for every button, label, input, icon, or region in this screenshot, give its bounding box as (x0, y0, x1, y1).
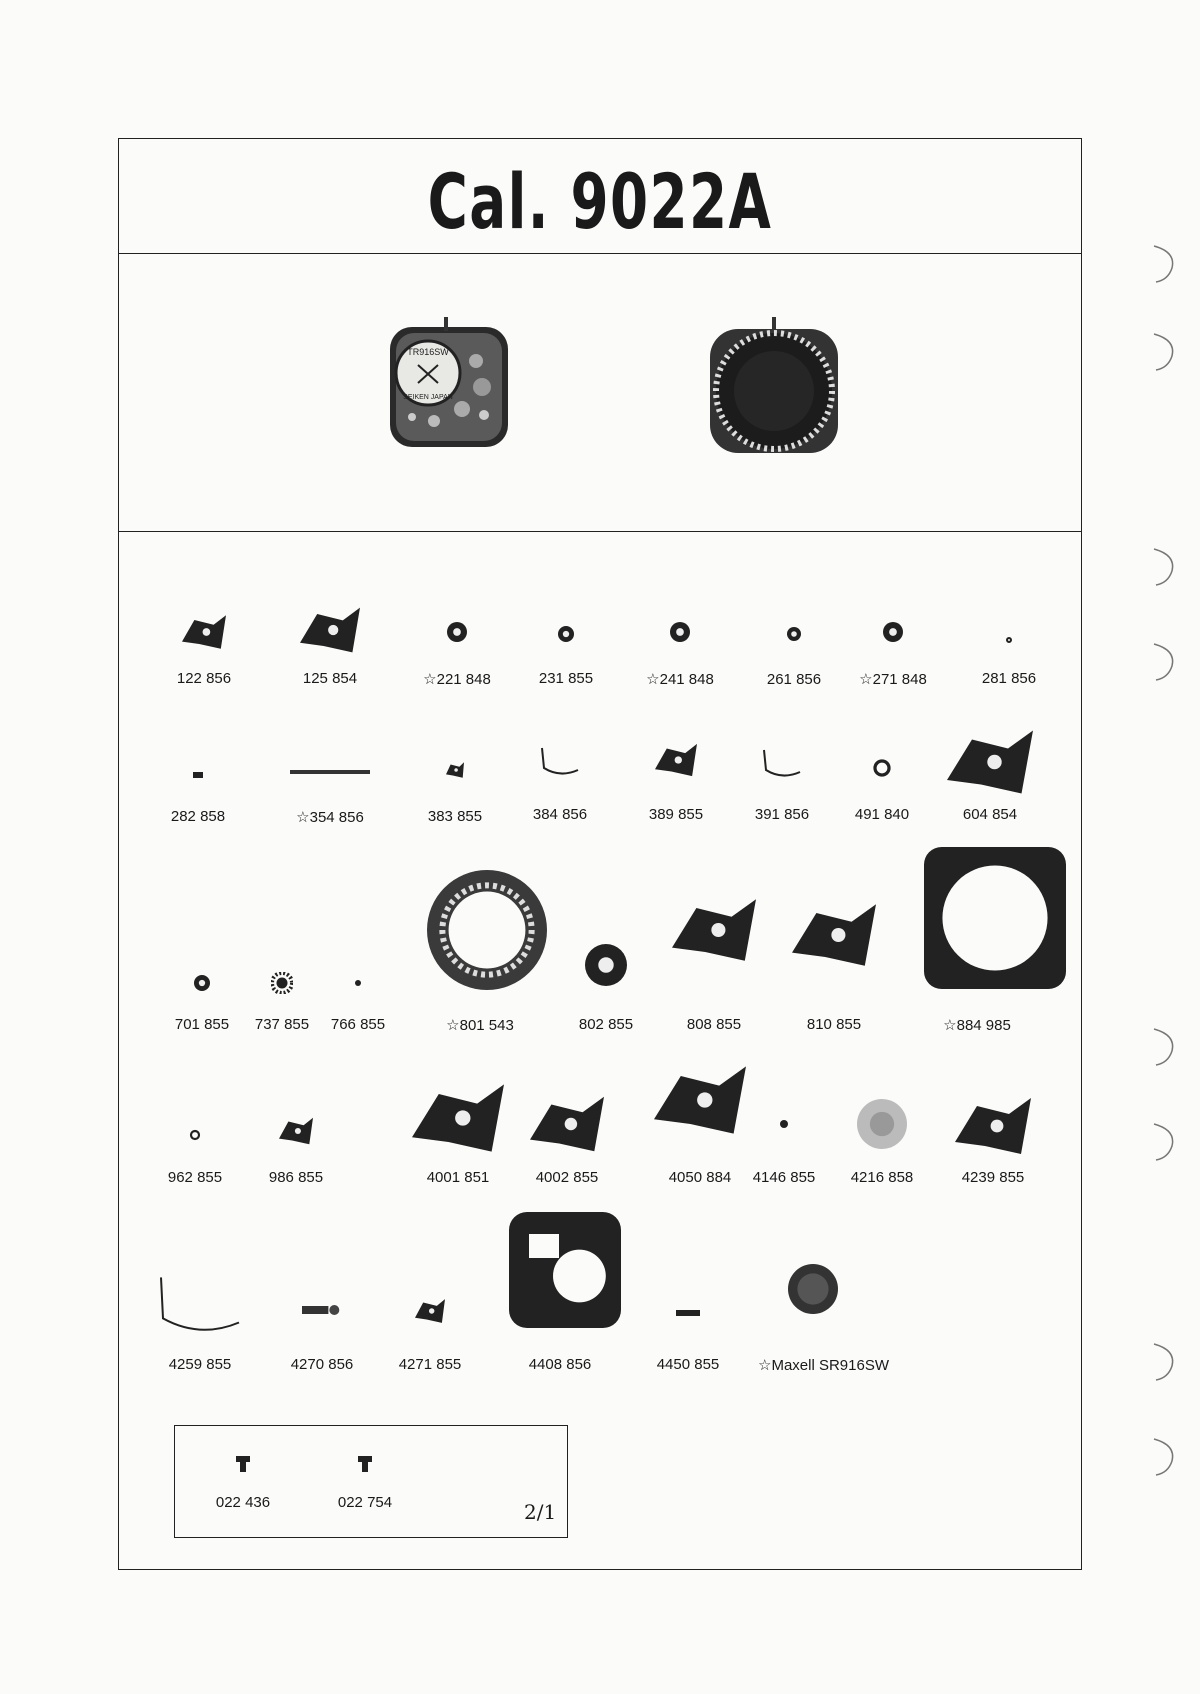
binder-mark (1150, 545, 1184, 589)
part-item (241, 1112, 351, 1186)
part-item (827, 759, 937, 823)
part-item (633, 1301, 743, 1373)
part-item (779, 891, 889, 1033)
plate-icon (790, 891, 878, 979)
part-item (140, 1129, 250, 1186)
part-item (938, 1086, 1048, 1186)
part-item (645, 1052, 755, 1186)
part-number: 808 855 (686, 1016, 742, 1033)
movement-photos (119, 253, 1081, 532)
binder-mark (1150, 330, 1184, 374)
part-number: 4050 884 (668, 1169, 732, 1186)
part-number: 701 855 (174, 1016, 230, 1033)
scale-label: 2/1 (524, 1500, 557, 1524)
pin-icon (193, 770, 203, 780)
wheel-icon (584, 943, 628, 987)
part-number: 604 854 (962, 806, 1018, 823)
part-number: 491 840 (854, 806, 910, 823)
part-item (838, 621, 948, 688)
part-number: 383 855 (427, 808, 483, 825)
screw-number: 022 754 (337, 1494, 393, 1511)
frame-icon (922, 845, 1068, 991)
plate-icon (180, 608, 228, 656)
part-item (551, 943, 661, 1033)
part-item (149, 608, 259, 687)
bridge-icon (945, 717, 1035, 807)
part-number: ☆Maxell SR916SW (758, 1357, 889, 1374)
ring-icon (1005, 636, 1013, 644)
wheel-icon (882, 621, 904, 643)
part-item (954, 636, 1064, 687)
part-item (303, 979, 413, 1033)
spring-icon (762, 742, 802, 782)
screw-icon (358, 1456, 372, 1472)
part-item (143, 770, 253, 825)
part-number: ☆241 848 (646, 671, 714, 688)
part-number: ☆884 985 (943, 1017, 1011, 1034)
plate-icon (670, 886, 758, 974)
part-number: 4408 856 (528, 1356, 592, 1373)
lever-icon (413, 1294, 447, 1328)
binder-mark (1150, 1120, 1184, 1164)
movement-front-photo (384, 313, 514, 453)
part-item (267, 1288, 377, 1373)
wheel-icon (557, 625, 575, 643)
screw-item (310, 1456, 420, 1511)
part-number: 737 855 (254, 1016, 310, 1033)
part-number: 391 856 (754, 806, 810, 823)
part-number: 810 855 (806, 1016, 862, 1033)
part-number: 962 855 (167, 1169, 223, 1186)
part-number: 122 856 (176, 670, 232, 687)
part-item (505, 1210, 615, 1373)
part-item (145, 1261, 255, 1373)
part-number: 261 856 (766, 671, 822, 688)
ring-icon (189, 1129, 201, 1141)
part-number: ☆354 856 (296, 809, 364, 826)
wheel-icon (669, 621, 691, 643)
pin-icon (676, 1301, 700, 1325)
star-wheel-icon (271, 972, 293, 994)
part-number: 125 854 (302, 670, 358, 687)
binder-mark (1150, 1435, 1184, 1479)
dot-icon (779, 1119, 789, 1129)
part-number: 389 855 (648, 806, 704, 823)
part-item (621, 737, 731, 823)
dot-icon (354, 979, 362, 987)
part-number: ☆221 848 (423, 671, 491, 688)
part-item (402, 621, 512, 688)
part-item (729, 1119, 839, 1186)
ring-icon (873, 759, 891, 777)
part-item (827, 1097, 937, 1186)
part-item (275, 598, 385, 687)
part-number: 4002 855 (535, 1169, 599, 1186)
wheel-icon (193, 974, 211, 992)
part-number: 4216 858 (850, 1169, 914, 1186)
spring-icon (159, 1261, 241, 1343)
part-item (727, 742, 837, 823)
page-title: Cal. 9022A (427, 157, 773, 246)
part-item (512, 1085, 622, 1186)
part-number: 4001 851 (426, 1169, 490, 1186)
part-item (511, 625, 621, 687)
movement-dial-photo (704, 313, 844, 458)
stem-icon (290, 732, 370, 812)
date-ring-icon (425, 868, 549, 992)
part-item (375, 1294, 485, 1373)
screw-box (174, 1425, 568, 1538)
binder-mark (1150, 242, 1184, 286)
part-item (625, 621, 735, 688)
part-item (739, 626, 849, 688)
coil-icon (855, 1097, 909, 1151)
part-number: 986 855 (268, 1169, 324, 1186)
lever-icon (953, 1086, 1033, 1166)
binder-mark (1150, 1340, 1184, 1384)
screw-icon (236, 1456, 250, 1472)
part-number: 802 855 (578, 1016, 634, 1033)
title-band (119, 139, 1081, 254)
part-number: ☆801 543 (446, 1017, 514, 1034)
battery-icon (787, 1263, 839, 1315)
binder-mark (1150, 640, 1184, 684)
part-number: 4271 855 (398, 1356, 462, 1373)
lever-icon (653, 737, 699, 783)
part-number: 4259 855 (168, 1356, 232, 1373)
part-number: 231 855 (538, 670, 594, 687)
part-number: 4146 855 (752, 1169, 816, 1186)
screw-icon (300, 1288, 344, 1332)
plate-icon (298, 598, 362, 662)
battery-label: TR916SW (407, 347, 449, 357)
battery-sub-label: SEIKEN JAPAN (403, 394, 453, 401)
part-number: 4450 855 (656, 1356, 720, 1373)
binder-mark (1150, 1025, 1184, 1069)
part-item (505, 740, 615, 823)
part-item (935, 717, 1045, 823)
part-number: 282 858 (170, 808, 226, 825)
clutch-icon (444, 759, 466, 781)
lever-icon (277, 1112, 315, 1150)
part-item (275, 732, 385, 826)
part-number: 281 856 (981, 670, 1037, 687)
bracket-icon (528, 1085, 606, 1163)
part-number: 766 855 (330, 1016, 386, 1033)
part-number: 4270 856 (290, 1356, 354, 1373)
part-item (659, 886, 769, 1033)
part-item (400, 759, 510, 825)
screw-number: 022 436 (215, 1494, 271, 1511)
part-item (758, 1263, 889, 1374)
part-number: 4239 855 (961, 1169, 1025, 1186)
part-item (425, 868, 535, 1034)
wheel-icon (786, 626, 802, 642)
part-item (922, 845, 1032, 1034)
screw-item (188, 1456, 298, 1511)
part-item (403, 1070, 513, 1186)
mainplate-icon (505, 1210, 625, 1330)
bridge-icon (652, 1052, 748, 1148)
part-number: ☆271 848 (859, 671, 927, 688)
wheel-icon (446, 621, 468, 643)
circuit-icon (410, 1070, 506, 1166)
spring-icon (540, 740, 580, 780)
part-number: 384 856 (532, 806, 588, 823)
